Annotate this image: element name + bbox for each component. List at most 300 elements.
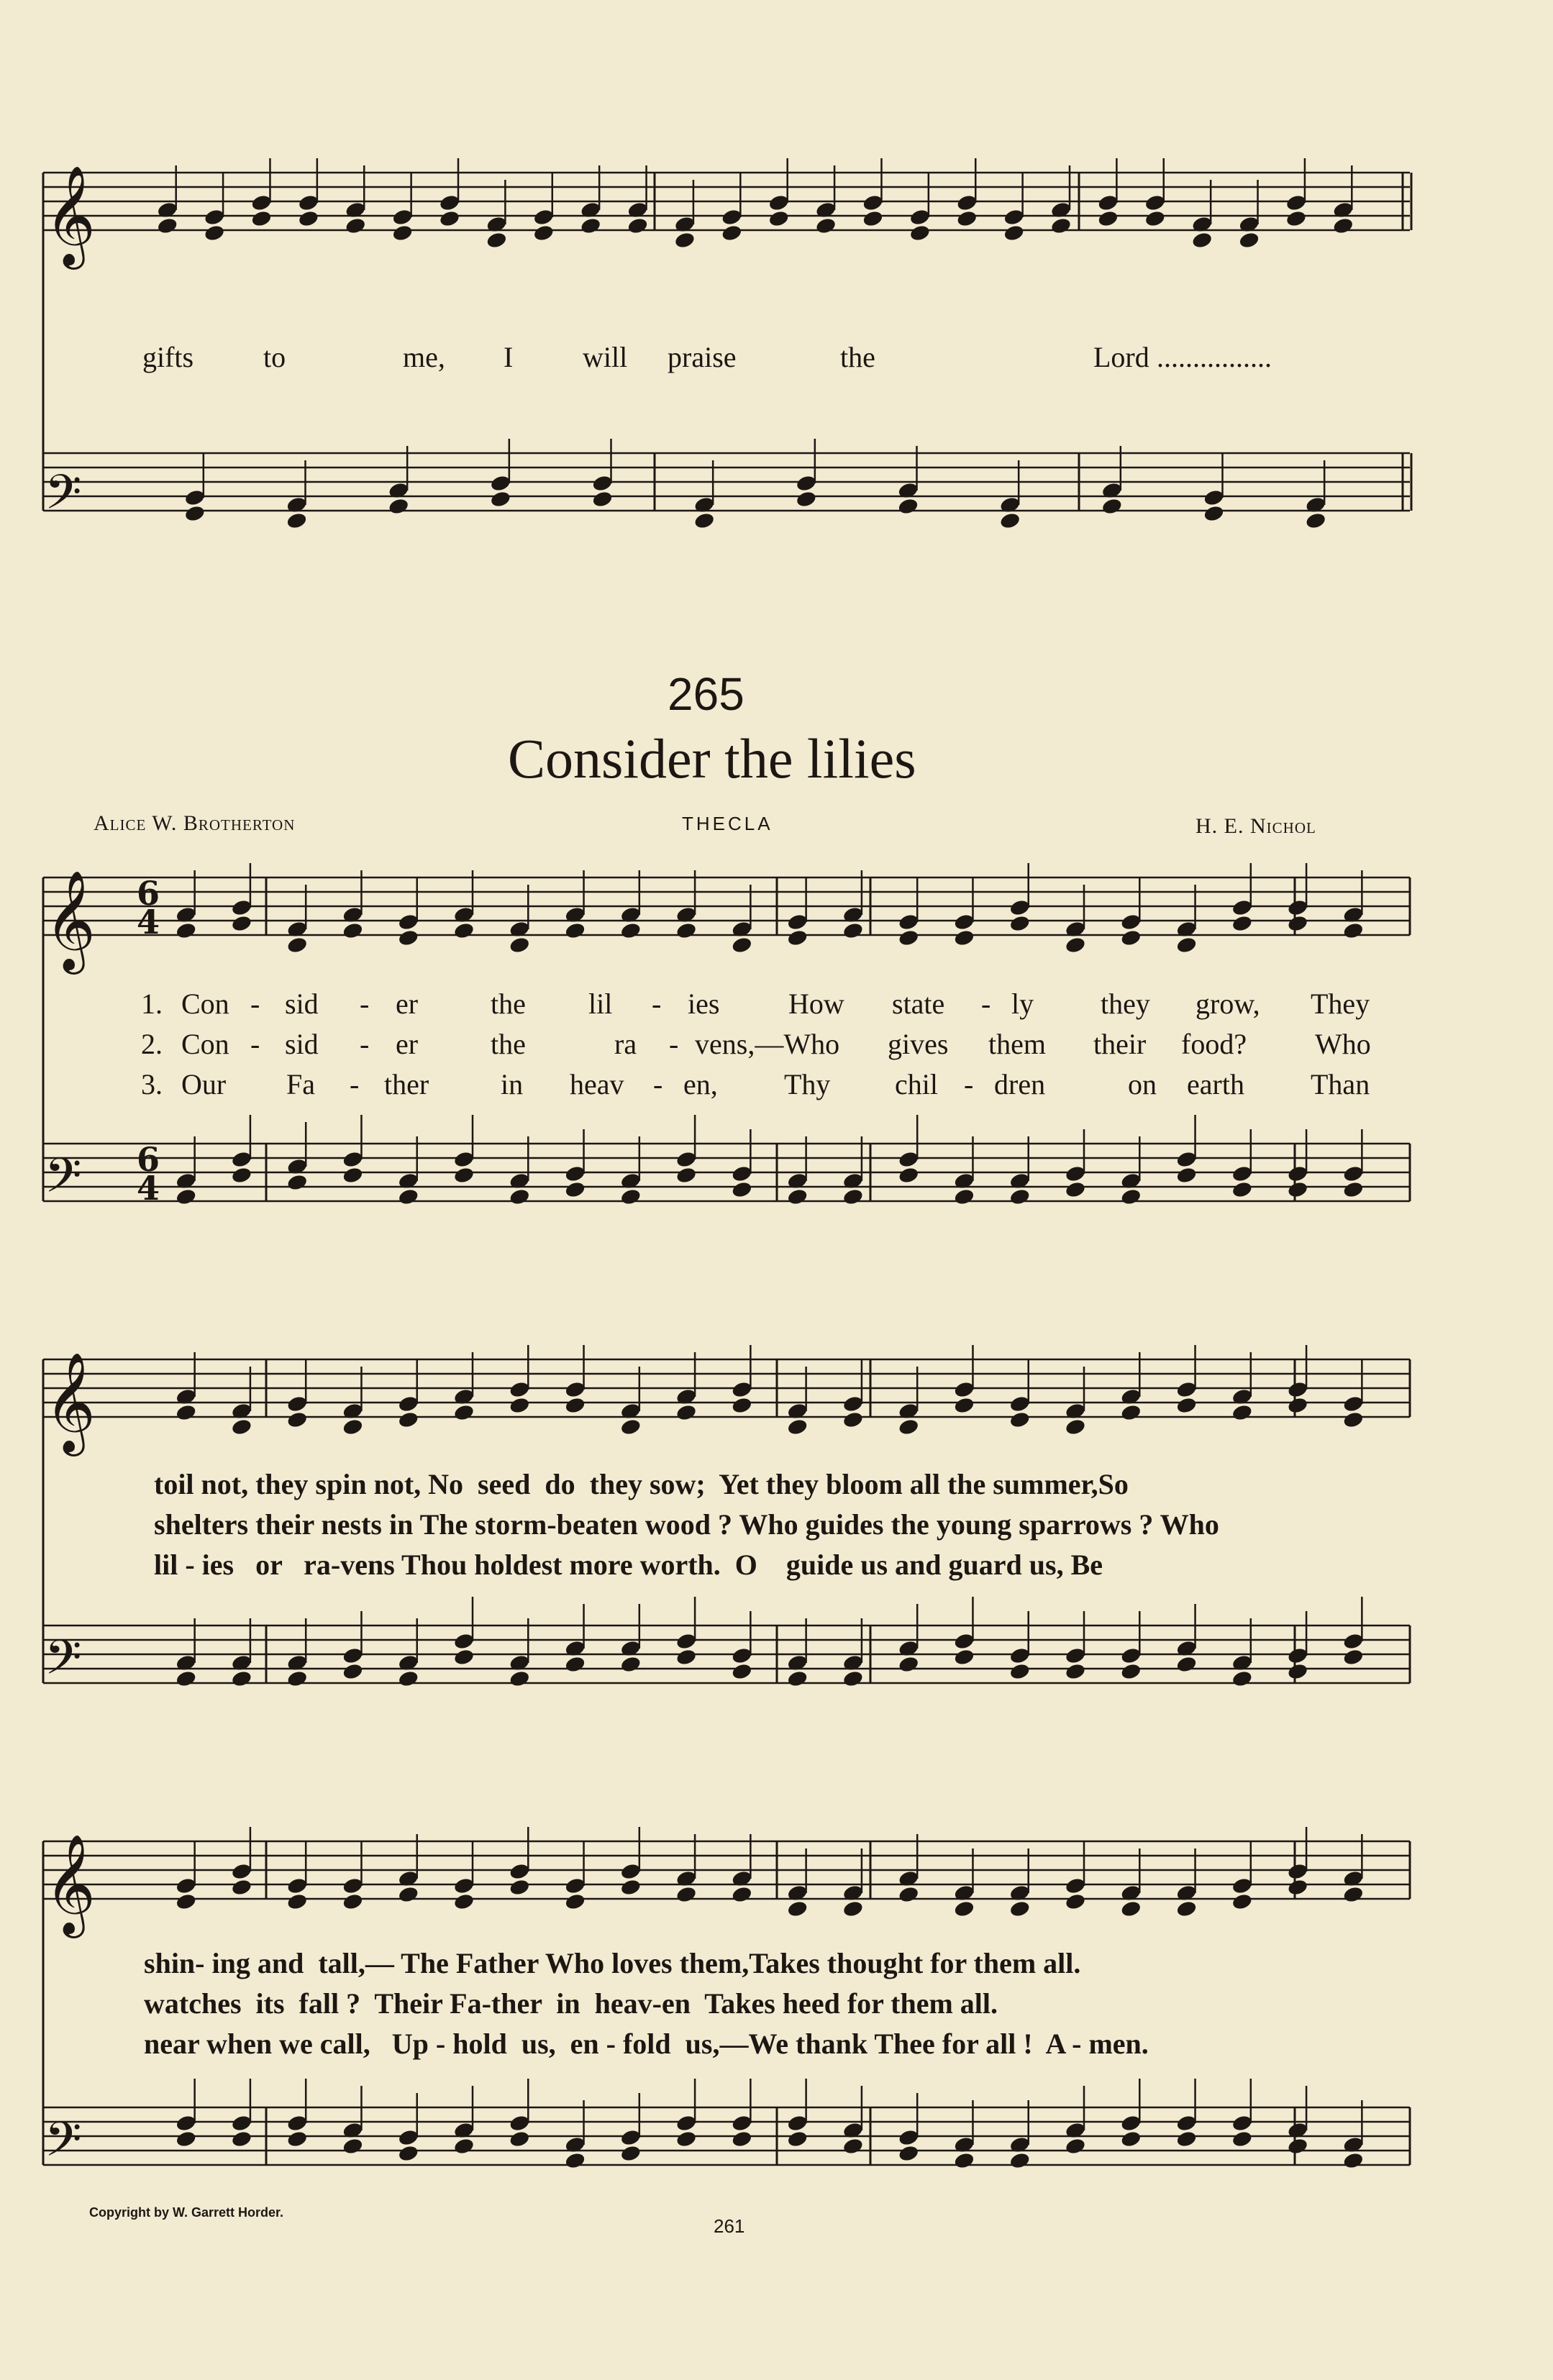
note-head [1342, 1632, 1365, 1651]
note-head [342, 1892, 364, 1911]
note-head [815, 216, 837, 235]
note-head [184, 488, 206, 507]
note-head [898, 1166, 920, 1185]
note-head [397, 1885, 419, 1904]
note-head [342, 1418, 364, 1436]
note-head [953, 1187, 975, 1206]
note-head [675, 1885, 698, 1904]
system3-verse-1: shin- ing and tall,— The Father Who loves them,Takes thought for them all. [144, 1947, 1081, 1979]
note-head [1175, 936, 1198, 954]
note-head [564, 921, 586, 940]
note-head [721, 208, 743, 227]
note-head [486, 231, 508, 250]
note-head [1120, 2114, 1142, 2133]
note-head [1342, 921, 1365, 940]
note-head [1120, 913, 1142, 931]
note-head [898, 1418, 920, 1436]
note-head [1120, 1646, 1142, 1665]
note-head [862, 209, 884, 228]
note-head [509, 2130, 531, 2148]
note-head [286, 1892, 309, 1911]
note-head [564, 1877, 586, 1895]
note-head [1003, 208, 1025, 227]
note-head [1120, 1900, 1142, 1918]
note-head [842, 1669, 865, 1688]
note-head [342, 1877, 364, 1895]
note-head [620, 2128, 642, 2147]
lyric-word: on [1128, 1068, 1157, 1100]
note-head [397, 2144, 419, 2163]
note-head [1231, 914, 1254, 933]
note-head [796, 474, 818, 493]
note-head [1287, 898, 1309, 917]
note-head [786, 2130, 809, 2148]
note-head [731, 1646, 753, 1665]
note-head [509, 936, 531, 954]
lyric-word: Our [181, 1068, 227, 1100]
lyric-word: them [988, 1028, 1046, 1060]
note-head [953, 929, 975, 947]
note-head [1287, 1164, 1309, 1183]
note-head [953, 1396, 975, 1415]
note-head [1175, 1166, 1198, 1185]
note-head [768, 193, 790, 212]
note-head [786, 913, 809, 931]
note-head [175, 1892, 197, 1911]
note-head [1287, 1180, 1309, 1199]
note-head [509, 1396, 531, 1415]
note-head [1097, 193, 1119, 212]
note-head [204, 208, 226, 227]
note-head [898, 2144, 920, 2163]
note-head [1008, 1410, 1031, 1429]
note-head [731, 1662, 753, 1681]
lyric-word: en, [683, 1068, 718, 1100]
note-head [1065, 1418, 1087, 1436]
note-head [796, 490, 818, 509]
note-head [580, 216, 602, 235]
note-head [1101, 497, 1124, 516]
verse-number: 2. [141, 1028, 163, 1060]
note-head [1175, 1900, 1198, 1918]
note-head [1008, 1646, 1031, 1665]
hymn-number: 265 [668, 668, 744, 720]
author-credit [94, 811, 295, 836]
note-head [1342, 1395, 1365, 1413]
note-head [1065, 1164, 1087, 1183]
note-head [898, 1885, 920, 1904]
note-head [184, 504, 206, 523]
note-head [1008, 2151, 1031, 2170]
note-head [675, 1150, 698, 1169]
lyric-word: er [396, 988, 419, 1020]
note-head [956, 193, 978, 212]
note-head [842, 2137, 865, 2156]
note-head [1305, 511, 1327, 530]
note-head [1008, 914, 1031, 933]
note-head [1065, 2137, 1087, 2156]
note-head [1342, 1164, 1365, 1183]
note-head [1175, 1396, 1198, 1415]
note-head [1175, 2130, 1198, 2148]
note-head [342, 921, 364, 940]
lyric-hyphen: - [250, 988, 260, 1020]
note-head [286, 936, 309, 954]
note-head [768, 209, 790, 228]
lyric-word: the [491, 1028, 526, 1060]
lyric-leader: ................ [1157, 341, 1272, 373]
note-head [1287, 1878, 1309, 1897]
lyric-word: Lord [1093, 341, 1149, 373]
treble-clef: 𝄞 [45, 165, 96, 265]
note-head [693, 511, 716, 530]
note-head [231, 1669, 253, 1688]
note-head [1332, 216, 1354, 235]
note-head [909, 208, 932, 227]
note-head [175, 2130, 197, 2148]
note-head [675, 921, 698, 940]
verse-number: 1. [141, 988, 163, 1020]
note-head [509, 1380, 531, 1399]
note-head [1050, 216, 1072, 235]
note-head [453, 1403, 475, 1422]
note-head [156, 216, 178, 235]
note-head [453, 2137, 475, 2156]
note-head [175, 1187, 197, 1206]
note-head [509, 1669, 531, 1688]
note-head [391, 208, 414, 227]
note-head [842, 1900, 865, 1918]
note-head [1231, 1892, 1254, 1911]
note-head [675, 1632, 698, 1651]
note-head [1287, 1662, 1309, 1681]
note-head [1287, 1862, 1309, 1881]
note-head [397, 2128, 419, 2147]
note-head [897, 497, 919, 516]
note-head [898, 1655, 920, 1674]
note-head [591, 490, 614, 509]
system3-verse-3: near when we call, Up - hold us, en - fold us,—We thank Thee for all ! A - men. [144, 2028, 1149, 2060]
note-head [731, 2130, 753, 2148]
note-head [786, 1187, 809, 1206]
bass-clef: 𝄢 [45, 2112, 82, 2179]
note-head [564, 2151, 586, 2170]
verse-number: 3. [141, 1068, 163, 1100]
note-head [731, 1180, 753, 1199]
lyric-hyphen: - [981, 988, 991, 1020]
note-head [231, 1878, 253, 1897]
note-head [898, 929, 920, 947]
note-head [786, 1418, 809, 1436]
note-head [1285, 209, 1308, 228]
note-head [731, 936, 753, 954]
note-head [175, 1403, 197, 1422]
note-head [591, 474, 614, 493]
lyric-word: Con [181, 988, 229, 1020]
note-head [231, 1862, 253, 1881]
note-head [1231, 2130, 1254, 2148]
note-head [231, 2114, 253, 2133]
note-head [731, 1885, 753, 1904]
note-head [1065, 1646, 1087, 1665]
lyric-word: their [1093, 1028, 1147, 1060]
note-head [1191, 231, 1213, 250]
note-head [731, 1396, 753, 1415]
note-head [1120, 929, 1142, 947]
lyric-word: er [396, 1028, 419, 1060]
note-head [298, 193, 320, 212]
system2-verse-3: lil - ies or ra-vens Thou holdest more worth. O guide us and guard us, Be [154, 1549, 1103, 1581]
note-head [439, 193, 461, 212]
note-head [953, 1632, 975, 1651]
note-head [1120, 1662, 1142, 1681]
note-head [842, 921, 865, 940]
note-head [298, 209, 320, 228]
note-head [397, 929, 419, 947]
note-head [1175, 1380, 1198, 1399]
note-head [620, 1862, 642, 1881]
note-head [1231, 1877, 1254, 1895]
note-head [620, 1418, 642, 1436]
lyric-word: How [788, 988, 844, 1020]
lyric-word: heav [570, 1068, 624, 1100]
note-head [1065, 936, 1087, 954]
note-head [786, 2114, 809, 2133]
note-head [1342, 1180, 1365, 1199]
note-head [1144, 209, 1166, 228]
note-head [1287, 1396, 1309, 1415]
lyric-hyphen: - [653, 1068, 663, 1100]
note-head [674, 231, 696, 250]
copyright-notice: Copyright by W. Garrett Horder. [89, 2205, 284, 2220]
lyric-word: Thy [784, 1068, 831, 1100]
note-head [956, 209, 978, 228]
note-head [1231, 1164, 1254, 1183]
note-head [1175, 2114, 1198, 2133]
note-head [342, 1662, 364, 1681]
author-name: Alice W. Brotherton [94, 811, 296, 835]
note-head [231, 914, 253, 933]
bass-clef: 𝄢 [45, 1630, 82, 1697]
note-head [620, 921, 642, 940]
note-head [231, 2130, 253, 2148]
lyric-hyphen: - [964, 1068, 974, 1100]
note-head [731, 2114, 753, 2133]
note-head [786, 929, 809, 947]
lyric-word: gifts [142, 341, 194, 373]
lyric-word: chil [895, 1068, 938, 1100]
note-head [1287, 2137, 1309, 2156]
note-head [532, 224, 555, 242]
note-head [509, 1187, 531, 1206]
note-head [953, 1648, 975, 1667]
note-head [731, 1164, 753, 1183]
note-head [453, 1877, 475, 1895]
lyric-word: grow, [1196, 988, 1260, 1020]
note-head [453, 1166, 475, 1185]
note-head [953, 1380, 975, 1399]
lyric-hyphen: - [360, 988, 370, 1020]
lyric-word: vens,—Who [695, 1028, 840, 1060]
note-head [620, 2144, 642, 2163]
bass-clef: 𝄢 [45, 1148, 82, 1215]
note-head [1065, 1180, 1087, 1199]
lyric-word: sid [285, 1028, 319, 1060]
note-head [898, 913, 920, 931]
note-head [286, 1877, 309, 1895]
note-head [953, 913, 975, 931]
note-head [1175, 1655, 1198, 1674]
note-head [627, 216, 649, 235]
note-head [1120, 1403, 1142, 1422]
note-head [675, 1648, 698, 1667]
note-head [397, 1410, 419, 1429]
note-head [721, 224, 743, 242]
lyric-word: ies [688, 988, 720, 1020]
note-head [175, 1877, 197, 1895]
lyric-word: they [1101, 988, 1150, 1020]
time-signature-top: 6 [137, 874, 160, 913]
note-head [1008, 1187, 1031, 1206]
lyric-word: Than [1311, 1068, 1370, 1100]
note-head [999, 511, 1021, 530]
lyric-hyphen: - [250, 1028, 260, 1060]
note-head [1008, 1395, 1031, 1413]
note-head [1287, 1646, 1309, 1665]
note-head [342, 1646, 364, 1665]
note-head [175, 1669, 197, 1688]
note-head [953, 1900, 975, 1918]
note-head [1144, 193, 1166, 212]
note-head [1065, 1892, 1087, 1911]
note-head [397, 1395, 419, 1413]
note-head [397, 1187, 419, 1206]
note-head [286, 1173, 309, 1192]
note-head [1003, 224, 1025, 242]
lyric-word: Con [181, 1028, 229, 1060]
note-head [731, 1380, 753, 1399]
lyric-word: gives [888, 1028, 949, 1060]
lyric-word: the [491, 988, 526, 1020]
lyric-hyphen: - [652, 988, 662, 1020]
lyric-word: ra [614, 1028, 637, 1060]
note-head [490, 490, 512, 509]
lyric-word: ly [1011, 988, 1034, 1020]
note-head [231, 1418, 253, 1436]
time-signature-bottom: 4 [137, 1169, 160, 1208]
note-head [1287, 1380, 1309, 1399]
note-head [909, 224, 932, 242]
bass-clef: 𝄢 [45, 465, 82, 532]
lyric-word: ther [384, 1068, 429, 1100]
lyric-word: me, [403, 341, 445, 373]
note-head [509, 2114, 531, 2133]
lyric-word: to [263, 341, 286, 373]
note-head [1285, 193, 1308, 212]
lyric-word: the [840, 341, 875, 373]
note-head [286, 511, 308, 530]
note-head [842, 1395, 865, 1413]
note-head [1231, 1669, 1254, 1688]
note-head [1231, 1180, 1254, 1199]
lyric-word: lil [588, 988, 613, 1020]
note-head [898, 1150, 920, 1169]
note-head [175, 921, 197, 940]
note-head [286, 2114, 309, 2133]
system3-verse-2: watches its fall ? Their Fa-ther in heav-en Takes heed for them all. [144, 1987, 998, 2020]
lyric-word: Fa [286, 1068, 315, 1100]
lyric-word: food? [1181, 1028, 1247, 1060]
note-head [1008, 898, 1031, 917]
note-head [1342, 2151, 1365, 2170]
note-head [439, 209, 461, 228]
note-head [620, 1187, 642, 1206]
time-signature-top: 6 [137, 1140, 160, 1179]
note-head [1008, 1662, 1031, 1681]
note-head [231, 1166, 253, 1185]
note-head [564, 1180, 586, 1199]
note-head [1203, 488, 1225, 507]
lyric-word: Who [1315, 1028, 1371, 1060]
note-head [204, 224, 226, 242]
lyric-word: sid [285, 988, 319, 1020]
note-head [564, 1380, 586, 1399]
note-head [1231, 2114, 1254, 2133]
note-head [564, 1655, 586, 1674]
note-head [898, 2128, 920, 2147]
note-head [532, 208, 555, 227]
system2-verse-1: toil not, they spin not, No seed do they sow; Yet they bloom all the summer,So [154, 1468, 1129, 1500]
time-signature-bottom: 4 [137, 903, 160, 941]
note-head [1175, 1150, 1198, 1169]
note-head [453, 921, 475, 940]
note-head [345, 216, 367, 235]
note-head [342, 1166, 364, 1185]
note-head [1231, 898, 1254, 917]
note-head [286, 1410, 309, 1429]
note-head [342, 2137, 364, 2156]
note-head [675, 1166, 698, 1185]
note-head [388, 497, 410, 516]
note-head [842, 1410, 865, 1429]
lyric-word: dren [994, 1068, 1046, 1100]
treble-clef: 𝄞 [45, 1834, 96, 1934]
note-head [1065, 1877, 1087, 1895]
note-head [250, 193, 273, 212]
lyric-word: I [504, 341, 514, 373]
note-head [564, 1892, 586, 1911]
note-head [1203, 504, 1225, 523]
note-head [231, 898, 253, 917]
note-head [675, 2114, 698, 2133]
note-head [564, 1164, 586, 1183]
hymn-title: Consider the lilies [508, 727, 916, 790]
note-head [1238, 231, 1260, 250]
note-head [490, 474, 512, 493]
note-head [391, 224, 414, 242]
note-head [953, 2151, 975, 2170]
note-head [1120, 2130, 1142, 2148]
note-head [1120, 1187, 1142, 1206]
note-head [342, 1150, 364, 1169]
note-head [620, 1655, 642, 1674]
note-head [397, 913, 419, 931]
lyric-word: in [501, 1068, 524, 1100]
note-head [286, 1669, 309, 1688]
note-head [453, 1648, 475, 1667]
note-head [286, 1395, 309, 1413]
note-head [286, 2130, 309, 2148]
